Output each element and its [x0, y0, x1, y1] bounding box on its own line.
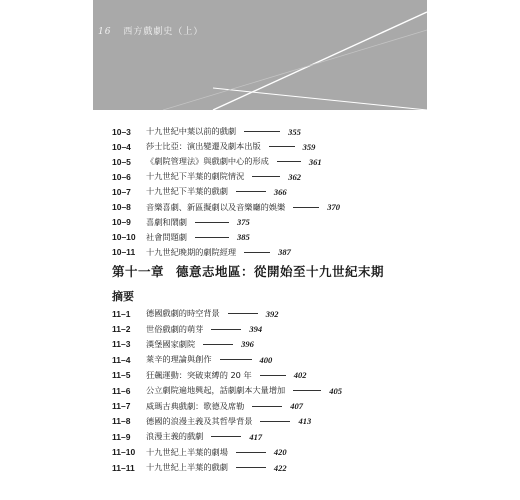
section-title: 音樂喜劇、新區擬劇以及音樂廳的娛樂	[146, 201, 286, 212]
leader-line	[211, 329, 241, 330]
toc-row[interactable]	[112, 230, 432, 245]
page-ref: 396	[241, 339, 254, 350]
section-title: 莎士比亞：演出變遷及劇本出版	[146, 141, 261, 152]
section-heading: 摘要	[112, 290, 134, 303]
page-ref: 387	[278, 247, 291, 258]
page-ref: 355	[288, 126, 301, 137]
section-title: 德國戲劇的時空背景	[146, 308, 220, 319]
section-number: 10–4	[112, 141, 131, 152]
toc-row[interactable]	[112, 245, 432, 260]
toc-row[interactable]	[112, 460, 432, 475]
section-title: 十九世紀下半葉的劇院情況	[146, 171, 245, 182]
section-number: 11–3	[112, 339, 131, 350]
toc-row[interactable]	[112, 139, 432, 154]
toc-row[interactable]	[112, 169, 432, 184]
section-title: 德國的浪漫主義及其哲學背景	[146, 415, 253, 426]
chapter-name: 德意志地區：從開始至十九世紀末期	[176, 264, 385, 279]
section-number: 11–2	[112, 324, 131, 335]
toc-row[interactable]	[112, 184, 432, 199]
leader-line	[244, 131, 280, 132]
leader-line	[293, 390, 321, 391]
toc-row[interactable]	[112, 199, 432, 214]
page-ref: 370	[327, 202, 340, 213]
toc-row[interactable]	[112, 321, 432, 336]
leader-line	[244, 252, 270, 253]
leader-line	[236, 191, 266, 192]
page-ref: 366	[273, 186, 287, 197]
page-ref: 394	[249, 324, 263, 335]
toc-lower	[112, 306, 432, 475]
section-number: 11–11	[112, 462, 135, 473]
section-number: 10–11	[112, 247, 136, 258]
section-title: 漢堡國家劇院	[146, 338, 196, 349]
toc-row[interactable]	[112, 154, 432, 169]
toc-row[interactable]	[112, 337, 432, 352]
leader-line	[228, 313, 258, 314]
chapter-heading	[112, 262, 384, 280]
page-ref: 417	[249, 431, 263, 442]
header-band	[93, 0, 427, 110]
page-ref: 400	[259, 354, 273, 365]
page-ref: 392	[265, 308, 279, 319]
leader-line	[260, 421, 290, 422]
section-number: 11–1	[112, 308, 131, 319]
header-decoration	[93, 0, 427, 110]
page-ref: 375	[236, 217, 250, 228]
leader-line	[236, 452, 266, 453]
section-title: 十九世紀晚期的劇院經理	[146, 246, 237, 257]
section-number: 10–3	[112, 126, 131, 137]
section-title: 公立劇院遍地興起，話劇劇本大量增加	[146, 385, 286, 396]
toc-row[interactable]	[112, 398, 432, 413]
section-number: 10–10	[112, 232, 136, 243]
leader-line	[211, 436, 241, 437]
page-number: 16	[98, 27, 112, 37]
section-number: 10–6	[112, 171, 131, 182]
page-ref: 405	[329, 385, 342, 396]
section-number: 11–4	[112, 354, 131, 365]
section-title: 浪漫主義的戲劇	[146, 431, 204, 442]
toc-row[interactable]	[112, 124, 432, 139]
page-ref: 413	[298, 416, 312, 427]
section-number: 11–8	[112, 416, 131, 427]
toc-row[interactable]	[112, 368, 432, 383]
chapter-label: 第十一章	[112, 264, 165, 279]
leader-line	[195, 237, 229, 238]
page-ref: 402	[293, 370, 307, 381]
toc-row[interactable]	[112, 306, 432, 321]
leader-line	[195, 222, 229, 223]
section-title: 十九世紀上半葉的劇場	[146, 446, 228, 457]
section-title: 《劇院管理法》與戲劇中心的形成	[146, 156, 269, 167]
section-number: 11–5	[112, 370, 131, 381]
leader-line	[236, 467, 266, 468]
section-title: 社會問題劇	[146, 231, 187, 242]
leader-line	[252, 176, 280, 177]
leader-line	[220, 359, 252, 360]
toc-upper	[112, 124, 432, 260]
page-ref: 420	[273, 447, 287, 458]
section-number: 10–7	[112, 186, 131, 197]
leader-line	[277, 161, 301, 162]
leader-line	[260, 375, 286, 376]
page-ref: 361	[308, 156, 322, 167]
section-title: 十九世紀上半葉的戲劇	[146, 462, 228, 473]
running-head	[98, 24, 203, 37]
toc-row[interactable]	[112, 414, 432, 429]
toc-row[interactable]	[112, 429, 432, 444]
page-ref: 422	[273, 462, 287, 473]
section-title: 十九世紀下半葉的戲劇	[146, 186, 228, 197]
section-number: 11–10	[112, 447, 136, 458]
section-number: 11–6	[112, 385, 131, 396]
section-number: 10–5	[112, 156, 131, 167]
section-title: 威瑪古典戲劇：歌德及席勒	[146, 400, 245, 411]
section-title: 世俗戲劇的萌芽	[146, 323, 204, 334]
toc-row[interactable]	[112, 383, 432, 398]
section-title: 狂飆運動：突破束縛的 20 年	[146, 369, 252, 380]
leader-line	[293, 207, 319, 208]
toc-row[interactable]	[112, 215, 432, 230]
page-ref: 359	[302, 141, 316, 152]
page-ref: 385	[236, 232, 250, 243]
leader-line	[203, 344, 233, 345]
toc-row[interactable]	[112, 445, 432, 460]
toc-row[interactable]	[112, 352, 432, 367]
section-title: 十九世紀中葉以前的戲劇	[146, 126, 237, 137]
section-title: 喜劇和鬧劇	[146, 216, 187, 227]
section-number: 10–8	[112, 202, 131, 213]
section-title: 萊辛的理論與創作	[146, 354, 212, 365]
page-ref: 407	[290, 401, 304, 412]
section-number: 10–9	[112, 217, 131, 228]
section-number: 11–7	[112, 401, 131, 412]
page-ref: 362	[288, 171, 302, 182]
leader-line	[269, 146, 295, 147]
leader-line	[252, 406, 282, 407]
section-number: 11–9	[112, 431, 131, 442]
book-title: 西方戲劇史（上）	[123, 27, 204, 37]
